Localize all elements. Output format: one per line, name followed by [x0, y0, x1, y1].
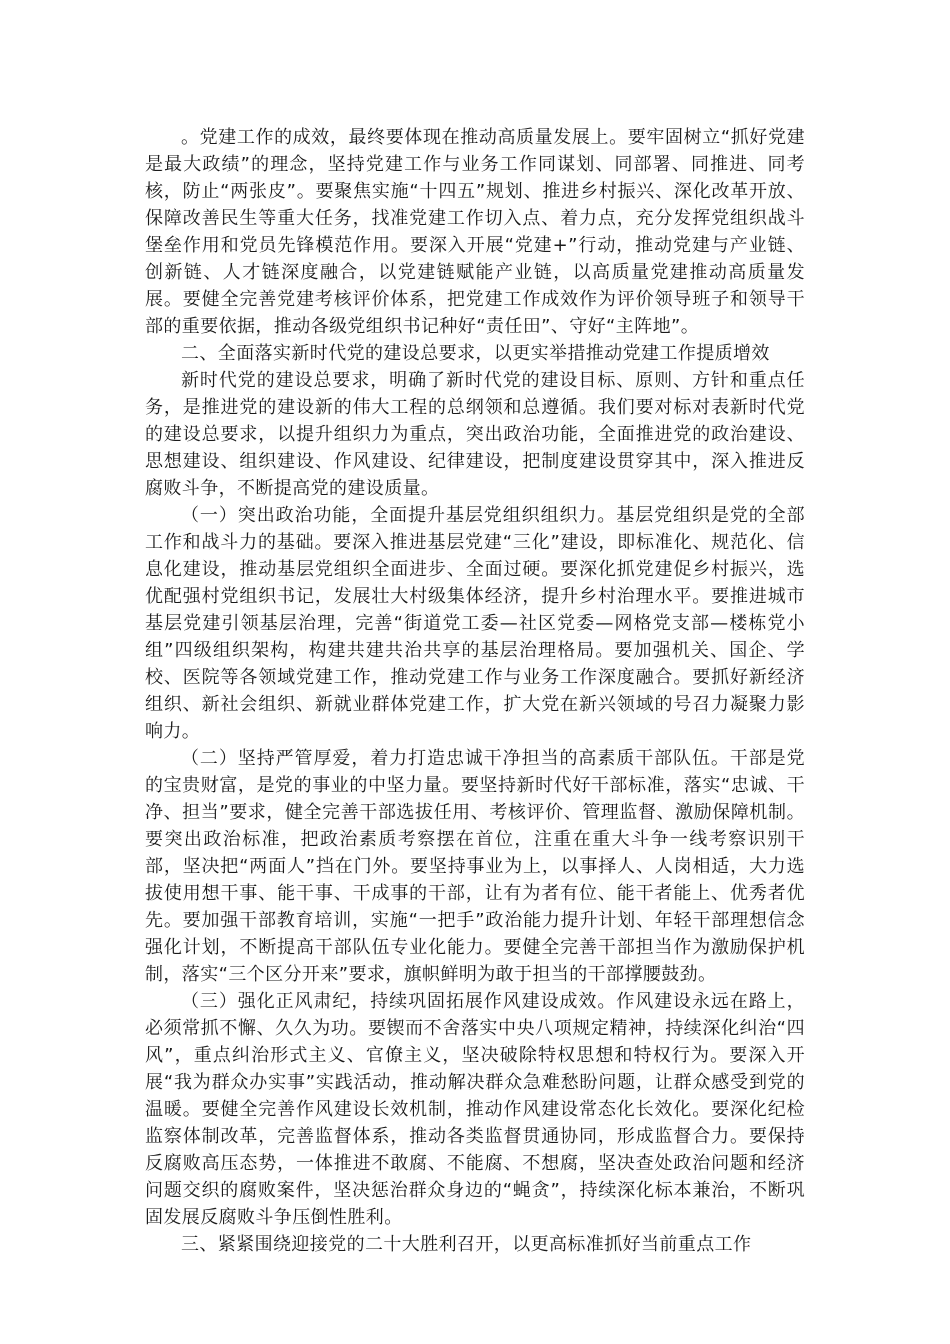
paragraph-overall-requirements: 新时代党的建设总要求，明确了新时代党的建设目标、原则、方针和重点任务，是推进党的建设新的伟大工程的总纲领和总遵循。我们要对标对表新时代党的建设总要求，以提升组织力为重点，突出政治功能，全面推进党的政治建设、思想建设、组织建设、作风建设、纪律建设，把制度建设贯穿其中，深入推进反腐败斗争，不断提高党的建设质量。 — [145, 370, 805, 499]
document-page — [145, 124, 805, 1258]
section-heading-three: 三、紧紧围绕迎接党的二十大胜利召开，以更高标准抓好当前重点工作 — [181, 1234, 752, 1255]
paragraph-party-building-results: 。党建工作的成效，最终要体现在推动高质量发展上。要牢固树立“抓好党建是最大政绩”的理念，坚持党建工作与业务工作同谋划、同部署、同推进、同考核，防止“两张皮”。要聚焦实施“十四五”规划、推进乡村振兴、深化改革开放、保障改善民生等重大任务，找准党建工作切入点、着力点，充分发挥党组织战斗堡垒作用和党员先锋模范作用。要深入开展“党建+”行动，推动党建与产业链、创新链、人才链深度融合，以党建链赋能产业链，以高质量党建推动高质量发展。要健全完善党建考核评价体系，把党建工作成效作为评价领导班子和领导干部的重要依据，推动各级党组织书记种好“责任田”、守好“主阵地”。 — [145, 127, 805, 337]
section-heading-two: 二、全面落实新时代党的建设总要求，以更实举措推动党建工作提质增效 — [181, 343, 770, 364]
paragraph-item-three: （三）强化正风肃纪，持续巩固拓展作风建设成效。作风建设永远在路上，必须常抓不懈、久久为功。要锲而不舍落实中央八项规定精神，持续深化纠治“四风”，重点纠治形式主义、官僚主义，坚决破除特权思想和特权行为。要深入开展“我为群众办实事”实践活动，推动解决群众急难愁盼问题，让群众感受到党的温暖。要健全完善作风建设长效机制，推动作风建设常态化长效化。要深化纪检监察体制改革，完善监督体系，推动各类监督贯通协同，形成监督合力。要保持反腐败高压态势，一体推进不敢腐、不能腐、不想腐，坚决查处政治问题和经济问题交织的腐败案件，坚决惩治群众身边的“蝇贪”，持续深化标本兼治，不断巩固发展反腐败斗争压倒性胜利。 — [145, 991, 805, 1228]
paragraph-item-two: （二）坚持严管厚爱，着力打造忠诚干净担当的高素质干部队伍。干部是党的宝贵财富，是党的事业的中坚力量。要坚持新时代好干部标准，落实“忠诚、干净、担当”要求，健全完善干部选拔任用、考核评价、管理监督、激励保障机制。要突出政治标准，把政治素质考察摆在首位，注重在重大斗争一线考察识别干部，坚决把“两面人”挡在门外。要坚持事业为上，以事择人、人岗相适，大力选拔使用想干事、能干事、干成事的干部，让有为者有位、能干者能上、优秀者优先。要加强干部教育培训，实施“一把手”政治能力提升计划、年轻干部理想信念强化计划，不断提高干部队伍专业化能力。要健全完善干部担当作为激励保护机制，落实“三个区分开来”要求，旗帜鲜明为敢于担当的干部撑腰鼓劲。 — [145, 748, 805, 985]
paragraph-item-one: （一）突出政治功能，全面提升基层党组织组织力。基层党组织是党的全部工作和战斗力的基础。要深入推进基层党建“三化”建设，即标准化、规范化、信息化建设，推动基层党组织全面进步、全面过硬。要深化抓党建促乡村振兴，选优配强村党组织书记，发展壮大村级集体经济，提升乡村治理水平。要推进城市基层党建引领基层治理，完善“街道党工委—社区党委—网格党支部—楼栋党小组”四级组织架构，构建共建共治共享的基层治理格局。要加强机关、国企、学校、医院等各领域党建工作，推动党建工作与业务工作深度融合。要抓好新经济组织、新社会组织、新就业群体党建工作，扩大党在新兴领域的号召力凝聚力影响力。 — [145, 505, 805, 742]
